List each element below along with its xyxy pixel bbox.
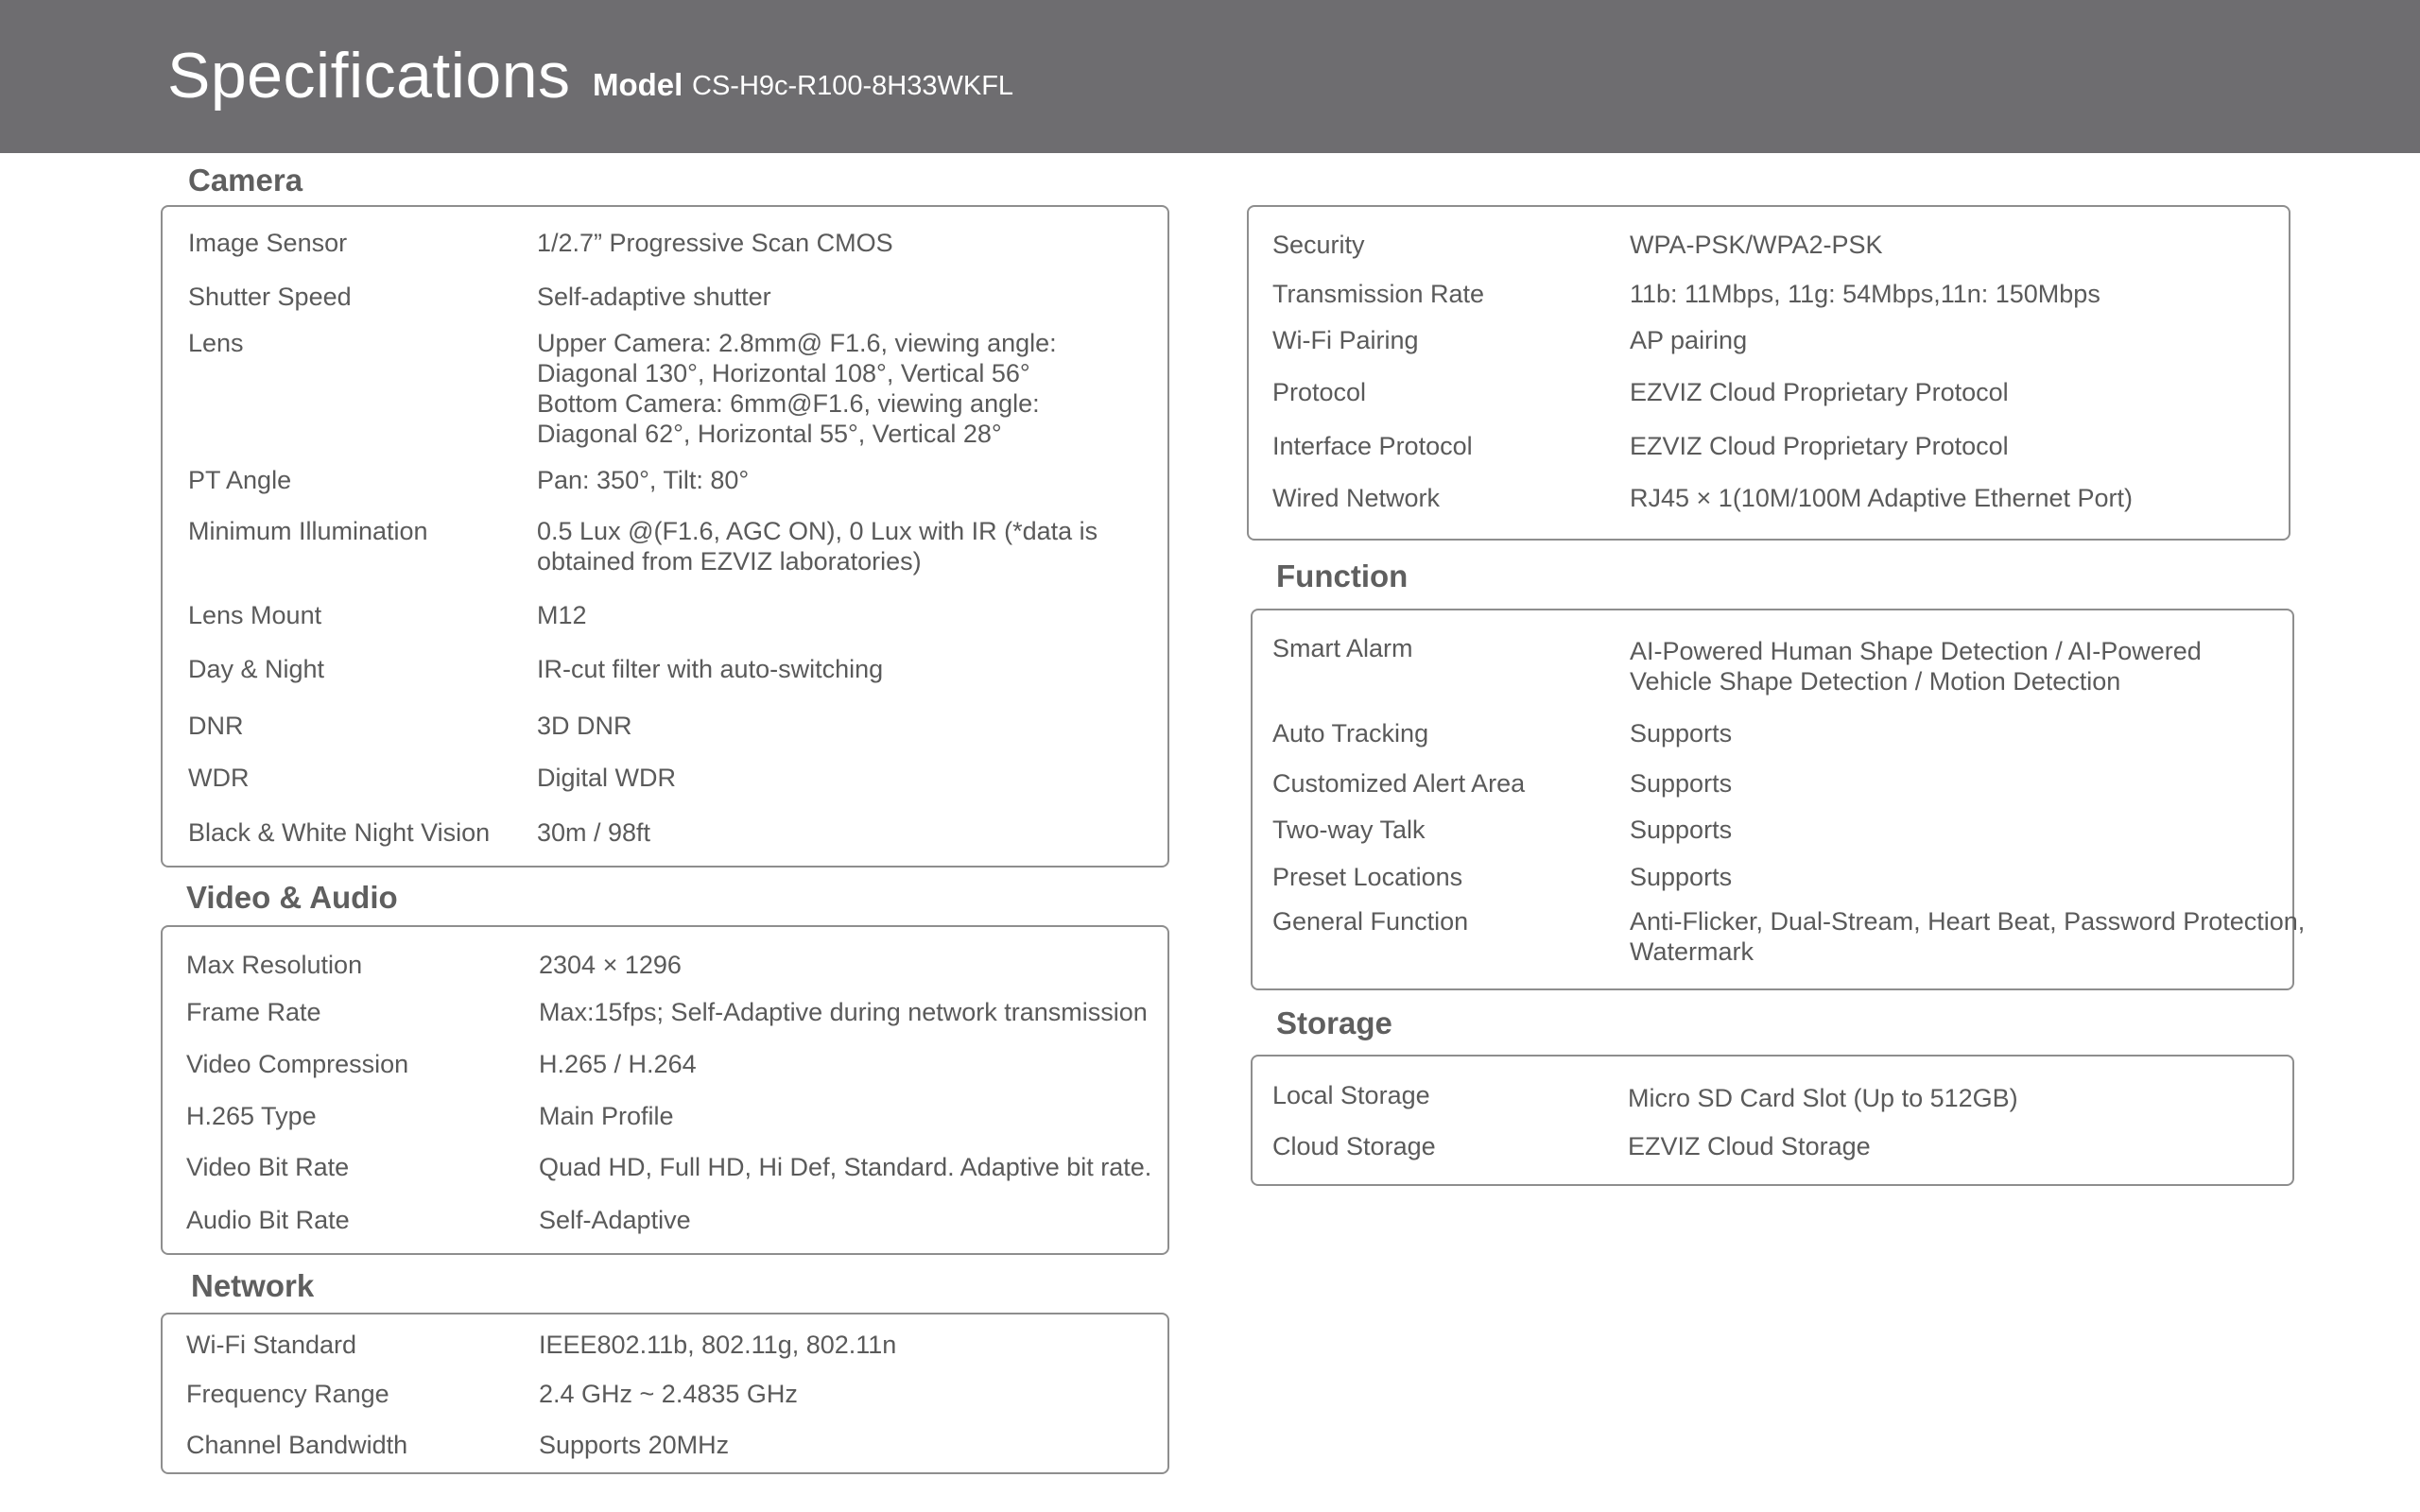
spec-key: Customized Alert Area [1272, 769, 1526, 798]
spec-value-line: AI-Powered Human Shape Detection / AI-Powered [1630, 637, 2202, 665]
video-audio-specs-box [161, 925, 1169, 1255]
model-value: CS-H9c-R100-8H33WKFL [692, 71, 1014, 101]
spec-key: Wi-Fi Pairing [1272, 326, 1419, 354]
spec-key: Lens [188, 329, 244, 357]
spec-key: PT Angle [188, 466, 292, 494]
spec-value: 11b: 11Mbps, 11g: 54Mbps,11n: 150Mbps [1630, 280, 2100, 308]
spec-value-line: 0.5 Lux @(F1.6, AGC ON), 0 Lux with IR (*data is [537, 517, 1098, 545]
model-label: Model [593, 67, 683, 102]
spec-key: Max Resolution [186, 951, 363, 979]
spec-key: Shutter Speed [188, 283, 352, 311]
spec-value: EZVIZ Cloud Storage [1628, 1132, 1871, 1160]
spec-value-line: Anti-Flicker, Dual-Stream, Heart Beat, Password Protection, [1630, 907, 2306, 936]
spec-key: Two-way Talk [1272, 816, 1426, 844]
spec-value: M12 [537, 601, 587, 629]
spec-value: IR-cut filter with auto-switching [537, 655, 884, 683]
spec-key: Channel Bandwidth [186, 1431, 408, 1459]
spec-value: 2.4 GHz ~ 2.4835 GHz [539, 1380, 798, 1408]
spec-key: Local Storage [1272, 1081, 1430, 1109]
spec-value-line: Upper Camera: 2.8mm@ F1.6, viewing angle: [537, 329, 1057, 357]
spec-value: 2304 × 1296 [539, 951, 682, 979]
spec-key: Black & White Night Vision [188, 818, 491, 847]
spec-value: WPA-PSK/WPA2-PSK [1630, 231, 1883, 259]
spec-key: Frequency Range [186, 1380, 389, 1408]
spec-key: Interface Protocol [1272, 432, 1473, 460]
spec-value: Supports [1630, 769, 1733, 798]
spec-key: Video Compression [186, 1050, 409, 1078]
spec-key: DNR [188, 712, 244, 740]
spec-value [1630, 636, 2202, 696]
section-title-camera: Camera [188, 163, 303, 198]
spec-value: 30m / 98ft [537, 818, 651, 847]
network-continued-specs-box [1247, 205, 2290, 541]
spec-value-line: Diagonal 130°, Horizontal 108°, Vertical 56° [537, 359, 1030, 387]
spec-key: Transmission Rate [1272, 280, 1485, 308]
spec-key: Wired Network [1272, 484, 1441, 512]
header-bar [0, 0, 2420, 153]
spec-value: Main Profile [539, 1102, 674, 1130]
spec-value: Self-adaptive shutter [537, 283, 771, 311]
spec-key: Cloud Storage [1272, 1132, 1436, 1160]
spec-value: Supports [1630, 863, 1733, 891]
spec-key: Protocol [1272, 378, 1367, 406]
spec-value: Pan: 350°, Tilt: 80° [537, 466, 750, 494]
spec-value: EZVIZ Cloud Proprietary Protocol [1630, 378, 2009, 406]
camera-specs-box [161, 205, 1169, 868]
spec-key: Preset Locations [1272, 863, 1463, 891]
spec-value: Max:15fps; Self-Adaptive during network transmission [539, 998, 1148, 1026]
spec-key: Lens Mount [188, 601, 322, 629]
spec-value: EZVIZ Cloud Proprietary Protocol [1630, 432, 2009, 460]
spec-value: RJ45 × 1(10M/100M Adaptive Ethernet Port) [1630, 484, 2134, 512]
spec-value: Supports 20MHz [539, 1431, 730, 1459]
storage-specs-box [1251, 1055, 2294, 1186]
spec-key: Wi-Fi Standard [186, 1331, 357, 1359]
spec-value [537, 516, 1098, 576]
spec-value [1630, 906, 2305, 967]
spec-key: Audio Bit Rate [186, 1206, 350, 1234]
spec-key: Smart Alarm [1272, 634, 1413, 662]
spec-value: 3D DNR [537, 712, 632, 740]
spec-value: Quad HD, Full HD, Hi Def, Standard. Adaptive bit rate. [539, 1153, 1152, 1181]
spec-value: H.265 / H.264 [539, 1050, 697, 1078]
spec-value-line: Bottom Camera: 6mm@F1.6, viewing angle: [537, 389, 1040, 418]
function-specs-box [1251, 609, 2306, 990]
spec-value: Micro SD Card Slot (Up to 512GB) [1628, 1084, 2018, 1112]
spec-key: Frame Rate [186, 998, 321, 1026]
spec-key: Minimum Illumination [188, 517, 428, 545]
spec-key: WDR [188, 764, 250, 792]
spec-value-line: Diagonal 62°, Horizontal 55°, Vertical 28° [537, 420, 1002, 448]
spec-key: Video Bit Rate [186, 1153, 350, 1181]
spec-key: Security [1272, 231, 1365, 259]
spec-value: Supports [1630, 816, 1733, 844]
spec-value: 1/2.7” Progressive Scan CMOS [537, 229, 893, 257]
spec-value-line: obtained from EZVIZ laboratories) [537, 547, 922, 576]
spec-key: General Function [1272, 907, 1469, 936]
spec-value-line: Watermark [1630, 937, 1754, 966]
spec-value: AP pairing [1630, 326, 1748, 354]
section-title-storage: Storage [1276, 1005, 1392, 1040]
section-title-network: Network [191, 1268, 315, 1303]
spec-value [537, 328, 1057, 449]
spec-value: Digital WDR [537, 764, 677, 792]
spec-value: IEEE802.11b, 802.11g, 802.11n [539, 1331, 897, 1359]
page-title: Specifications [167, 40, 571, 112]
spec-value: Supports [1630, 719, 1733, 747]
spec-key: Day & Night [188, 655, 325, 683]
spec-value: Self-Adaptive [539, 1206, 691, 1234]
spec-key: Image Sensor [188, 229, 348, 257]
spec-value-line: Vehicle Shape Detection / Motion Detection [1630, 667, 2121, 696]
section-title-function: Function [1276, 558, 1409, 593]
spec-key: Auto Tracking [1272, 719, 1429, 747]
section-title-video-audio: Video & Audio [186, 880, 398, 915]
spec-key: H.265 Type [186, 1102, 317, 1130]
network-specs-box [161, 1313, 1169, 1474]
